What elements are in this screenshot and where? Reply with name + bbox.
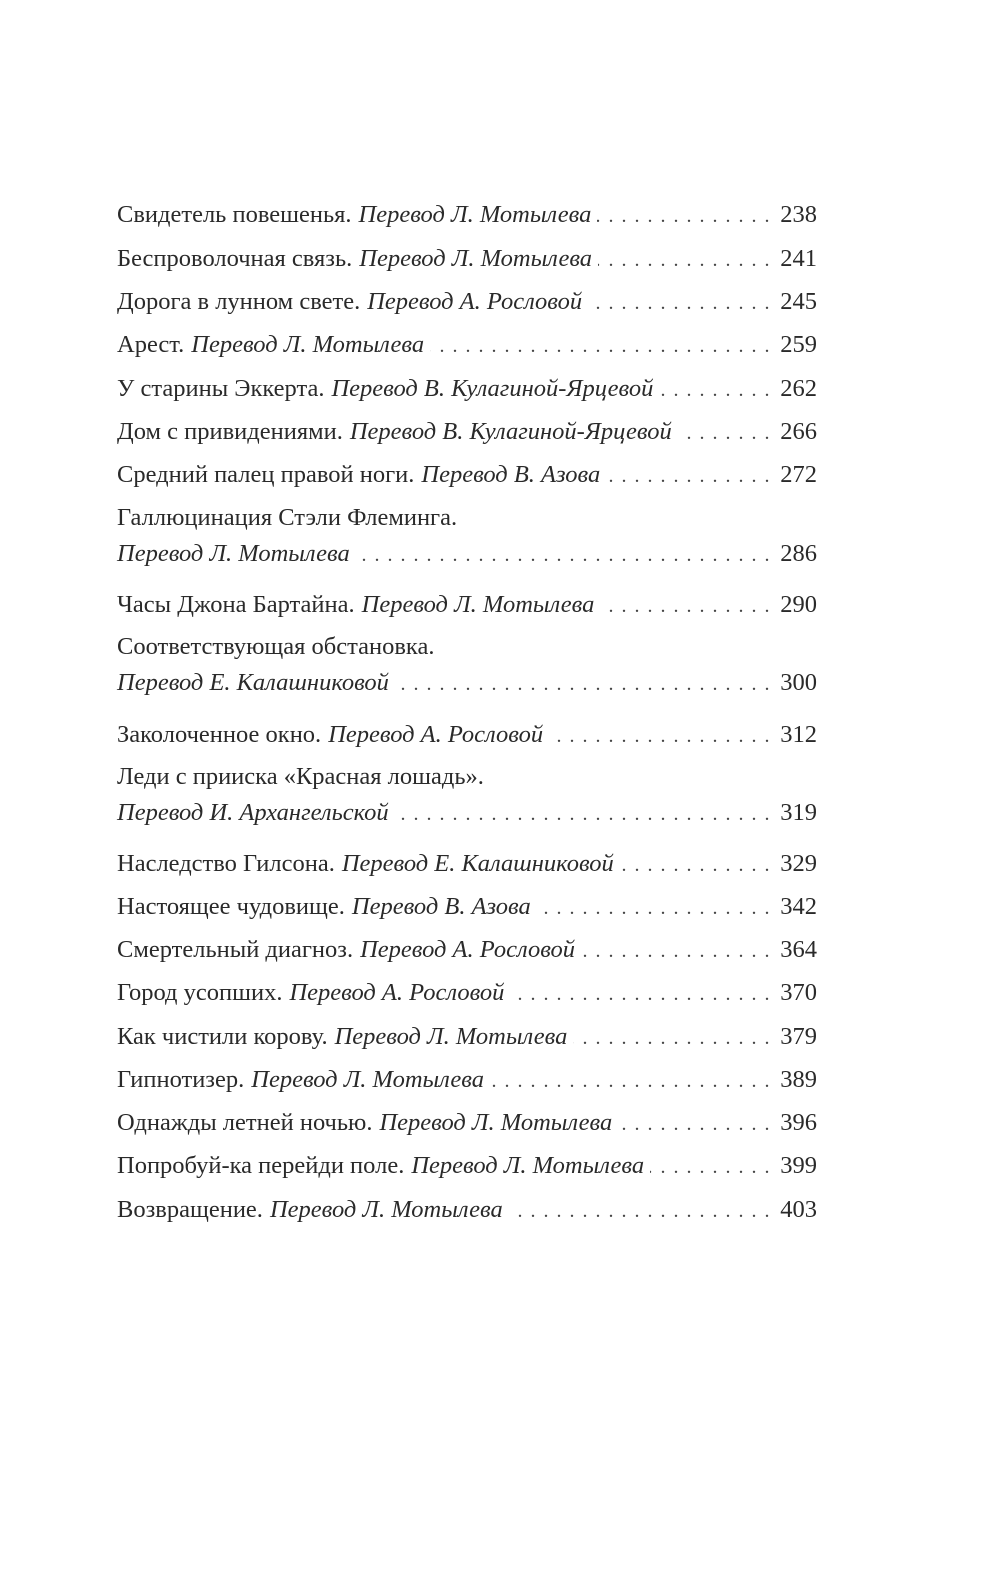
toc-entry[interactable] (117, 1062, 817, 1098)
translator-credit: Перевод В. Кулагиной-Ярцевой (331, 375, 654, 402)
story-title: Часы Джона Бартайна. (117, 591, 355, 618)
page-number: 364 (780, 936, 817, 963)
toc-entry[interactable] (117, 975, 817, 1011)
page-number: 319 (780, 799, 817, 826)
page-number: 399 (780, 1152, 817, 1179)
translator-credit: Перевод Л. Мотылева (379, 1109, 613, 1136)
page-number: 300 (780, 669, 817, 696)
translator-credit: Перевод А. Рословой (367, 288, 583, 315)
translator-credit: Перевод Л. Мотылева (117, 540, 350, 567)
page-number: 241 (780, 245, 817, 272)
translator-credit: Перевод А. Рословой (328, 721, 544, 748)
story-title: Настоящее чудовище. (117, 893, 345, 920)
dot-leader (430, 327, 771, 364)
toc-entry[interactable] (117, 1105, 817, 1141)
page-number: 396 (780, 1109, 817, 1136)
dot-leader (510, 975, 771, 1012)
toc-entry[interactable] (117, 932, 817, 968)
dot-leader (537, 889, 771, 926)
page-number: 370 (780, 979, 817, 1006)
page-number: 238 (780, 201, 817, 228)
page-number: 272 (780, 461, 817, 488)
dot-leader (600, 587, 771, 624)
page-number: 245 (780, 288, 817, 315)
page-number: 262 (780, 375, 817, 402)
translator-credit: Перевод Л. Мотылева (269, 1196, 503, 1223)
story-title: Как чистили корову. (117, 1023, 328, 1050)
story-title: Свидетель повешенья. (117, 201, 352, 228)
translator-credit: Перевод В. Азова (351, 893, 531, 920)
translator-credit: Перевод В. Азова (421, 461, 601, 488)
dot-leader (509, 1192, 771, 1229)
story-title: Беспроволочная связь. (117, 245, 353, 272)
dot-leader (598, 241, 771, 278)
toc-entry[interactable] (117, 327, 817, 363)
page-number: 266 (780, 418, 817, 445)
translator-credit: Перевод Л. Мотылева (191, 331, 425, 358)
toc-entry[interactable] (117, 587, 817, 623)
toc-entry[interactable] (117, 1148, 817, 1184)
story-title: Заколоченное окно. (117, 721, 322, 748)
page-number: 259 (780, 331, 817, 358)
translator-credit: Перевод Е. Калашниковой (117, 669, 389, 696)
page-number: 312 (780, 721, 817, 748)
story-title: Дорога в лунном свете. (117, 288, 361, 315)
story-title: Леди с прииска «Красная лошадь». (117, 763, 484, 790)
toc-entry[interactable] (117, 889, 817, 925)
story-title: Дом с привидениями. (117, 418, 343, 445)
story-title: Попробуй-ка перейди поле. (117, 1152, 405, 1179)
toc-entry[interactable] (117, 500, 817, 572)
page-number: 379 (780, 1023, 817, 1050)
dot-leader (356, 536, 771, 573)
translator-credit: Перевод Л. Мотылева (251, 1066, 485, 1093)
dot-leader (581, 932, 771, 969)
toc-entry[interactable] (117, 414, 817, 450)
story-title: Соответствующая обстановка. (117, 633, 435, 660)
dot-leader (659, 371, 771, 408)
translator-credit: Перевод Л. Мотылева (411, 1152, 645, 1179)
toc-entry[interactable] (117, 1192, 817, 1228)
translator-credit: Перевод А. Рословой (360, 936, 576, 963)
translator-credit: Перевод Л. Мотылева (358, 201, 592, 228)
translator-credit: Перевод Л. Мотылева (334, 1023, 568, 1050)
page-number: 290 (780, 591, 817, 618)
story-title: Гипнотизер. (117, 1066, 245, 1093)
story-title: У старины Эккерта. (117, 375, 325, 402)
dot-leader (620, 846, 771, 883)
translator-credit: Перевод Л. Мотылева (359, 245, 593, 272)
story-title: Наследство Гилсона. (117, 850, 335, 877)
dot-leader (395, 795, 771, 832)
story-title: Галлюцинация Стэли Флеминга. (117, 504, 458, 531)
dot-leader (573, 1019, 771, 1056)
translator-credit: Перевод А. Рословой (289, 979, 505, 1006)
translator-credit: Перевод И. Архангельской (117, 799, 389, 826)
story-title: Арест. (117, 331, 185, 358)
translator-credit: Перевод Л. Мотылева (361, 591, 595, 618)
story-title: Средний палец правой ноги. (117, 461, 415, 488)
story-title: Смертельный диагноз. (117, 936, 354, 963)
toc-entry[interactable] (117, 284, 817, 320)
toc-entry[interactable] (117, 759, 817, 831)
page-number: 389 (780, 1066, 817, 1093)
toc-entry[interactable] (117, 846, 817, 882)
translator-credit: Перевод В. Кулагиной-Ярцевой (349, 418, 672, 445)
dot-leader (678, 414, 771, 451)
translator-credit: Перевод Е. Калашниковой (341, 850, 614, 877)
dot-leader (618, 1105, 771, 1142)
dot-leader (549, 717, 771, 754)
story-title: Возвращение. (117, 1196, 263, 1223)
story-title: Однажды летней ночью. (117, 1109, 373, 1136)
page-number: 286 (780, 540, 817, 567)
toc-entry[interactable] (117, 717, 817, 753)
dot-leader (597, 197, 771, 234)
dot-leader (490, 1062, 771, 1099)
story-title: Город усопших. (117, 979, 283, 1006)
page-number: 329 (780, 850, 817, 877)
dot-leader (650, 1148, 771, 1185)
page-number: 342 (780, 893, 817, 920)
toc-entry[interactable] (117, 1019, 817, 1055)
toc-entry[interactable] (117, 457, 817, 493)
toc-entry[interactable] (117, 371, 817, 407)
dot-leader (606, 457, 771, 494)
dot-leader (395, 665, 771, 702)
page-number: 403 (780, 1196, 817, 1223)
toc-entry[interactable] (117, 241, 817, 277)
toc-entry[interactable] (117, 197, 817, 233)
dot-leader (588, 284, 771, 321)
toc-entry[interactable] (117, 629, 817, 701)
